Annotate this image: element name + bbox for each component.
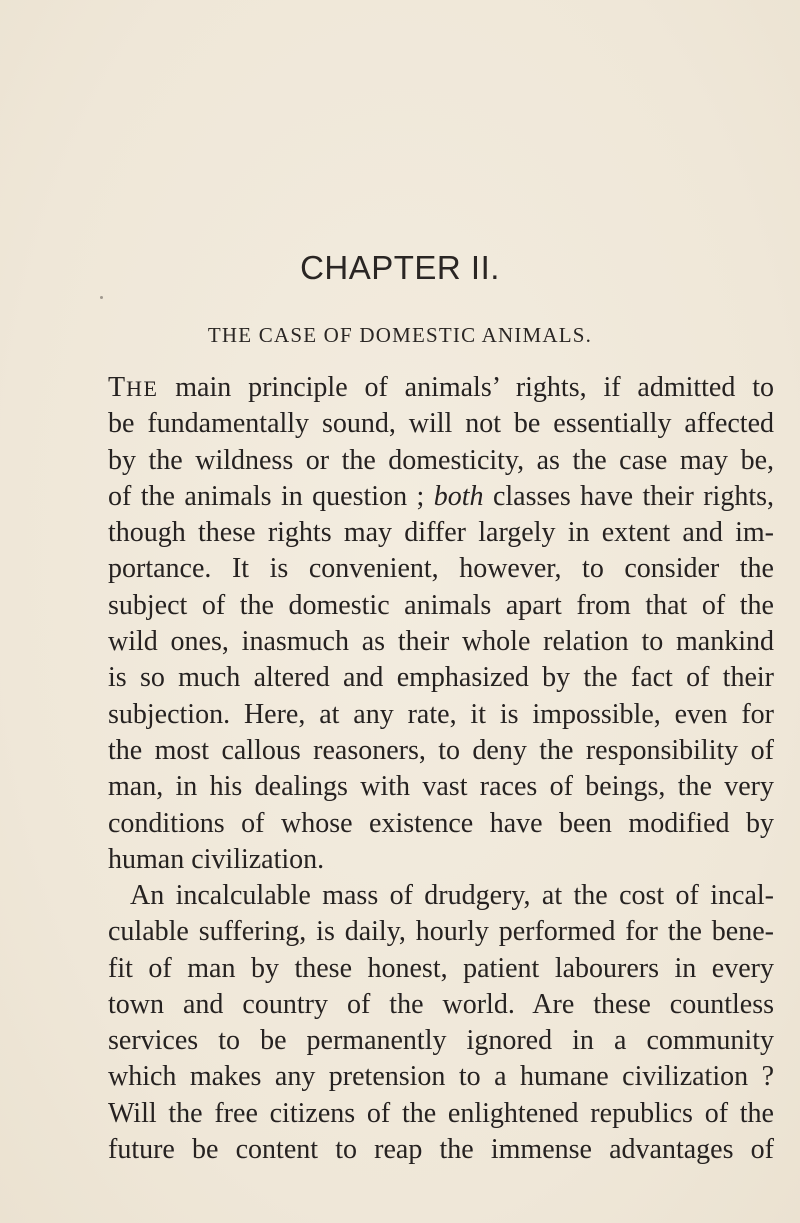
drop-letter: T (108, 372, 127, 403)
text-line: conditions of whose existence have been modified by (108, 807, 774, 839)
text-line: future be content to reap the immense advantages of (108, 1134, 774, 1166)
text-line (108, 479, 774, 515)
paragraph-1 (108, 370, 774, 878)
text-line: town and country of the world. Are these countless (108, 988, 774, 1020)
small-caps-lead: HE (126, 376, 159, 401)
text-line: culable suffering, is daily, hourly performed for the bene- (108, 916, 774, 948)
text-line: portance. It is convenient, however, to consider the (108, 553, 774, 585)
paper-speck (100, 296, 103, 299)
section-title: THE CASE OF DOMESTIC ANIMALS. (207, 323, 593, 347)
text-line: the most callous reasoners, to deny the responsibility of (108, 734, 774, 766)
line-text: classes have their rights, (483, 480, 775, 512)
text-line: man, in his dealings with vast races of beings, the very (108, 771, 774, 803)
text-line: fit of man by these honest, patient labourers in every (108, 952, 774, 984)
line-text: main principle of animals’ rights, if admitted to (158, 372, 774, 403)
text-line (108, 370, 774, 406)
text-line: is so much altered and emphasized by the fact of their (108, 662, 774, 694)
text-line: wild ones, inasmuch as their whole relation to mankind (108, 626, 774, 658)
text-line: subjection. Here, at any rate, it is impossible, even for (108, 698, 774, 730)
text-line: though these rights may differ largely in extent and im- (108, 517, 774, 549)
text-line: subject of the domestic animals apart from that of the (108, 589, 774, 621)
italic-emphasis: both (433, 480, 484, 512)
text-line: services to be permanently ignored in a community (108, 1025, 774, 1057)
chapter-heading: CHAPTER II. (300, 249, 500, 286)
line-text: of the animals in question ; (108, 480, 425, 512)
text-line: by the wildness or the domesticity, as the case may be, (108, 444, 774, 476)
text-line: An incalculable mass of drudgery, at the cost of incal- (130, 880, 774, 911)
text-line: human civilization. (108, 843, 325, 875)
text-line: Will the free citizens of the enlightened republics of the (108, 1097, 774, 1129)
text-line: which makes any pretension to a humane civilization ? (108, 1061, 774, 1093)
paragraph-2 (108, 878, 774, 1168)
text-line: be fundamentally sound, will not be essentially affected (108, 408, 774, 440)
